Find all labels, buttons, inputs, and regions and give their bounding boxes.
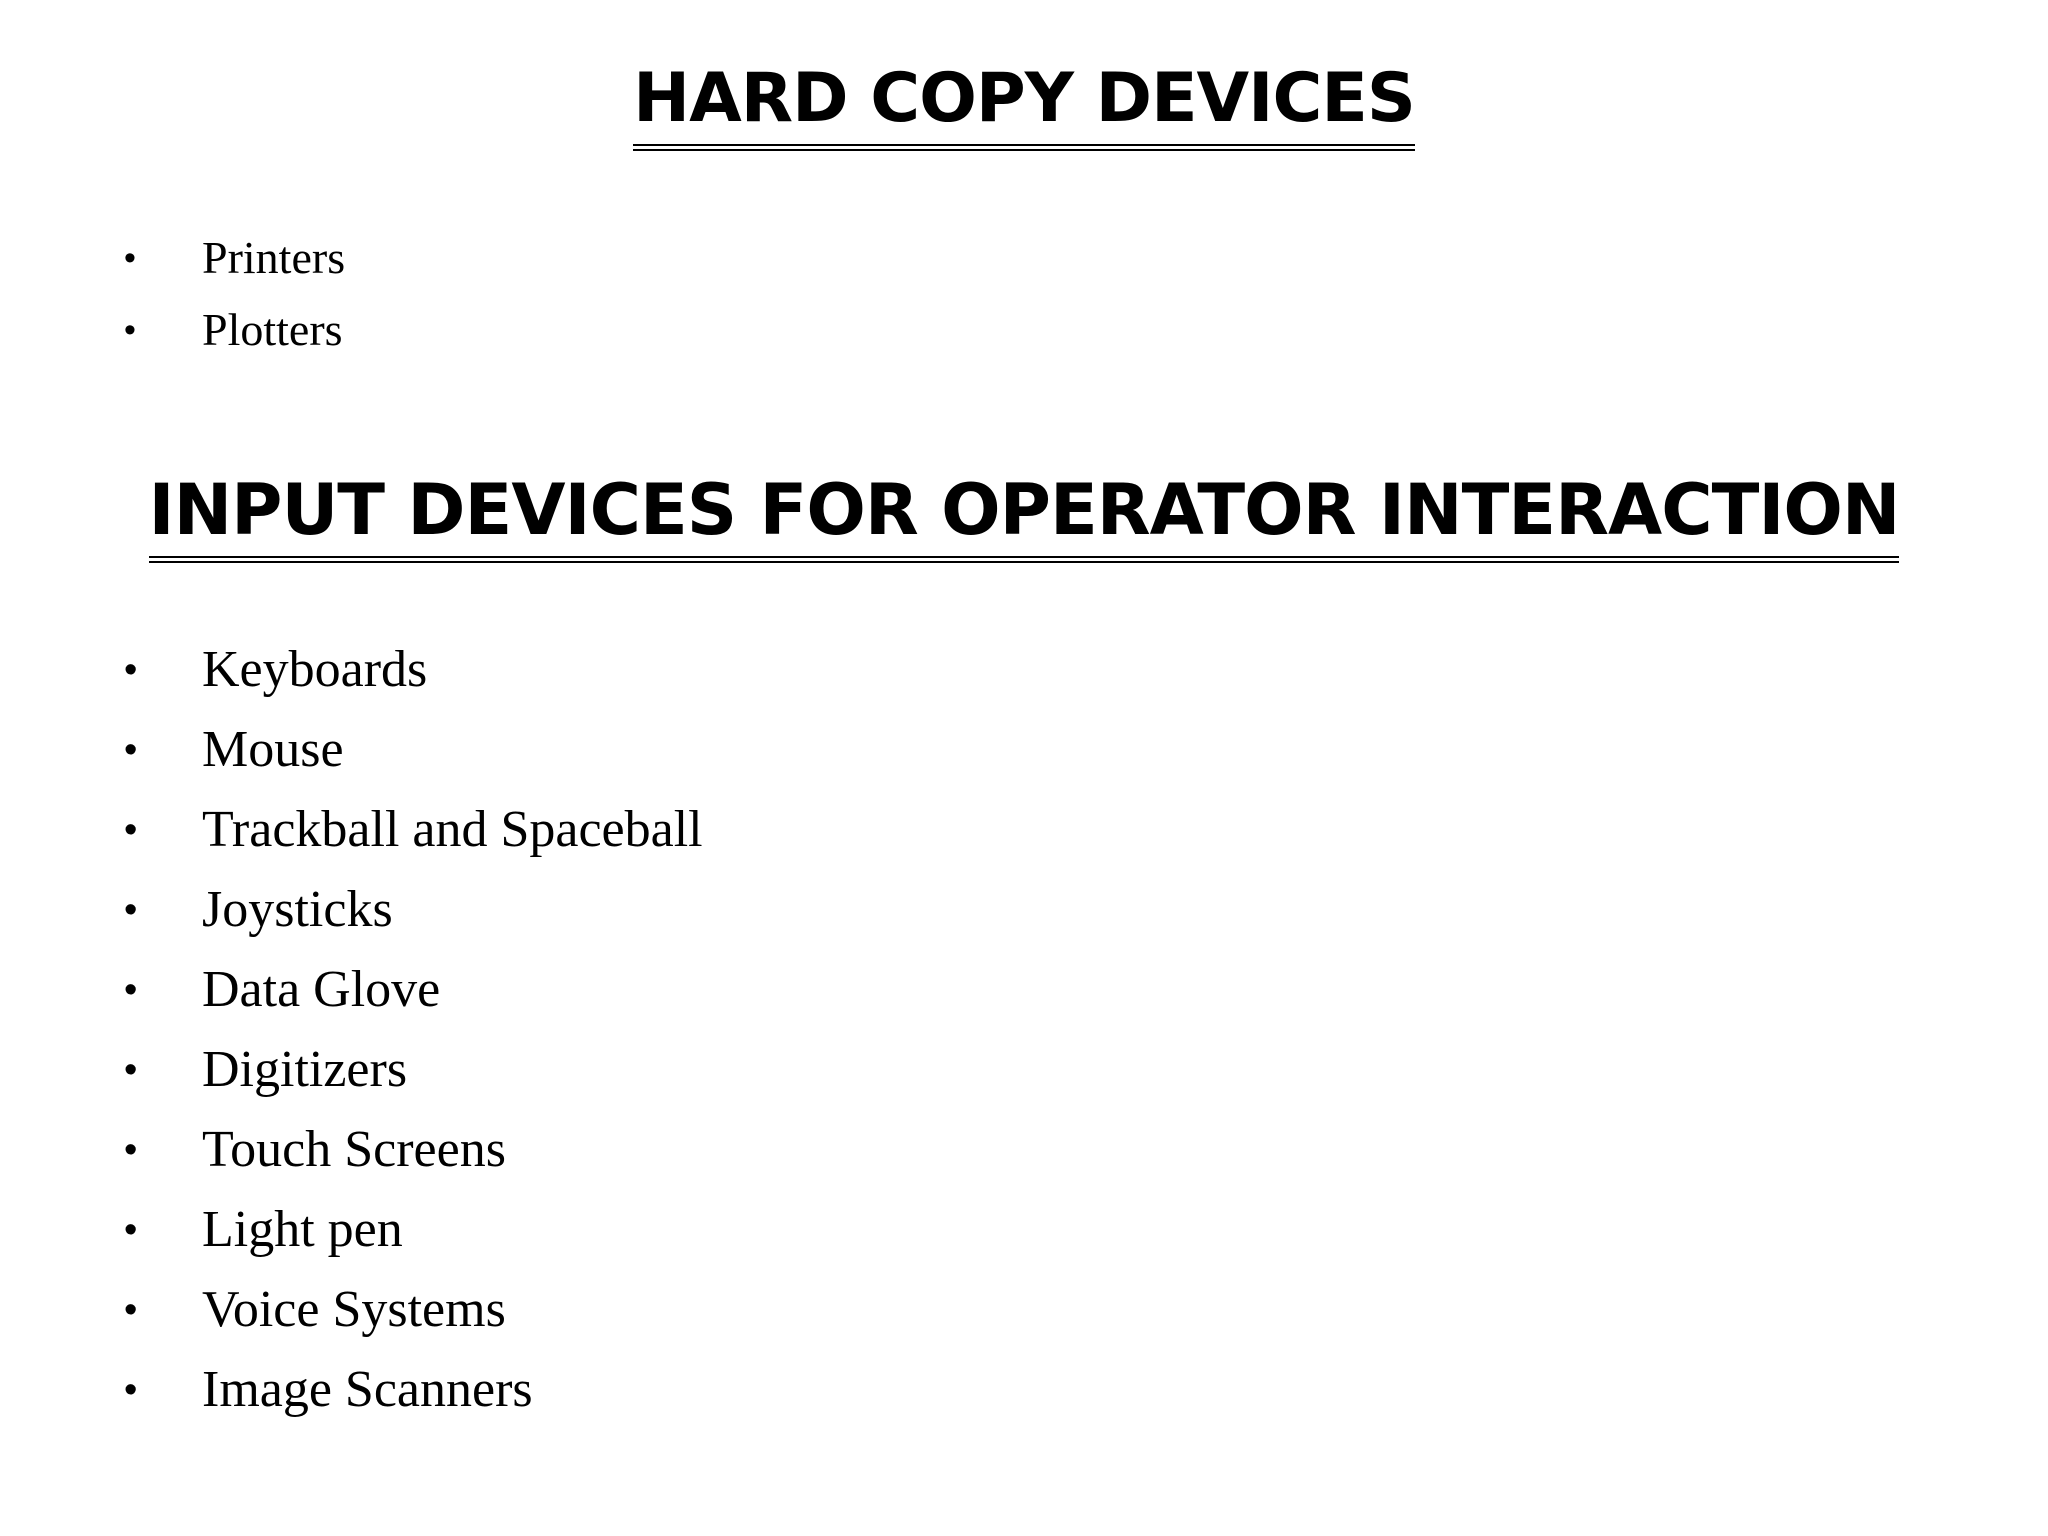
list-item <box>0 870 703 950</box>
list-item-label: Plotters <box>202 304 343 355</box>
bullet-icon: • <box>124 809 138 851</box>
section-heading-hard-copy <box>0 58 2048 151</box>
list-item-label: Trackball and Spaceball <box>202 801 703 858</box>
bullet-icon: • <box>124 1369 138 1411</box>
list-item <box>0 630 703 710</box>
hard-copy-device-list <box>0 222 345 366</box>
list-item <box>0 1190 703 1270</box>
list-item-label: Image Scanners <box>202 1361 533 1418</box>
list-item-label: Mouse <box>202 721 344 778</box>
heading-title: INPUT DEVICES FOR OPERATOR INTERACTION <box>149 468 1900 563</box>
list-item-label: Data Glove <box>202 961 441 1018</box>
list-item <box>0 950 703 1030</box>
list-item <box>0 1030 703 1110</box>
list-item <box>0 222 345 294</box>
bullet-icon: • <box>124 311 136 349</box>
bullet-icon: • <box>124 1209 138 1251</box>
list-item <box>0 1350 703 1430</box>
list-item-label: Keyboards <box>202 641 428 698</box>
section-heading-input-devices <box>0 468 2048 563</box>
bullet-icon: • <box>124 729 138 771</box>
list-item <box>0 790 703 870</box>
bullet-icon: • <box>124 649 138 691</box>
bullet-icon: • <box>124 1289 138 1331</box>
list-item-label: Printers <box>202 232 346 283</box>
heading-title: HARD COPY DEVICES <box>633 58 1415 151</box>
list-item-label: Touch Screens <box>202 1121 506 1178</box>
input-device-list <box>0 630 703 1430</box>
list-item-label: Light pen <box>202 1201 403 1258</box>
bullet-icon: • <box>124 1049 138 1091</box>
list-item-label: Joysticks <box>202 881 393 938</box>
bullet-icon: • <box>124 1129 138 1171</box>
list-item <box>0 710 703 790</box>
list-item-label: Digitizers <box>202 1041 408 1098</box>
list-item <box>0 1110 703 1190</box>
bullet-icon: • <box>124 889 138 931</box>
list-item <box>0 294 345 366</box>
bullet-icon: • <box>124 969 138 1011</box>
list-item-label: Voice Systems <box>202 1281 506 1338</box>
bullet-icon: • <box>124 239 136 277</box>
list-item <box>0 1270 703 1350</box>
